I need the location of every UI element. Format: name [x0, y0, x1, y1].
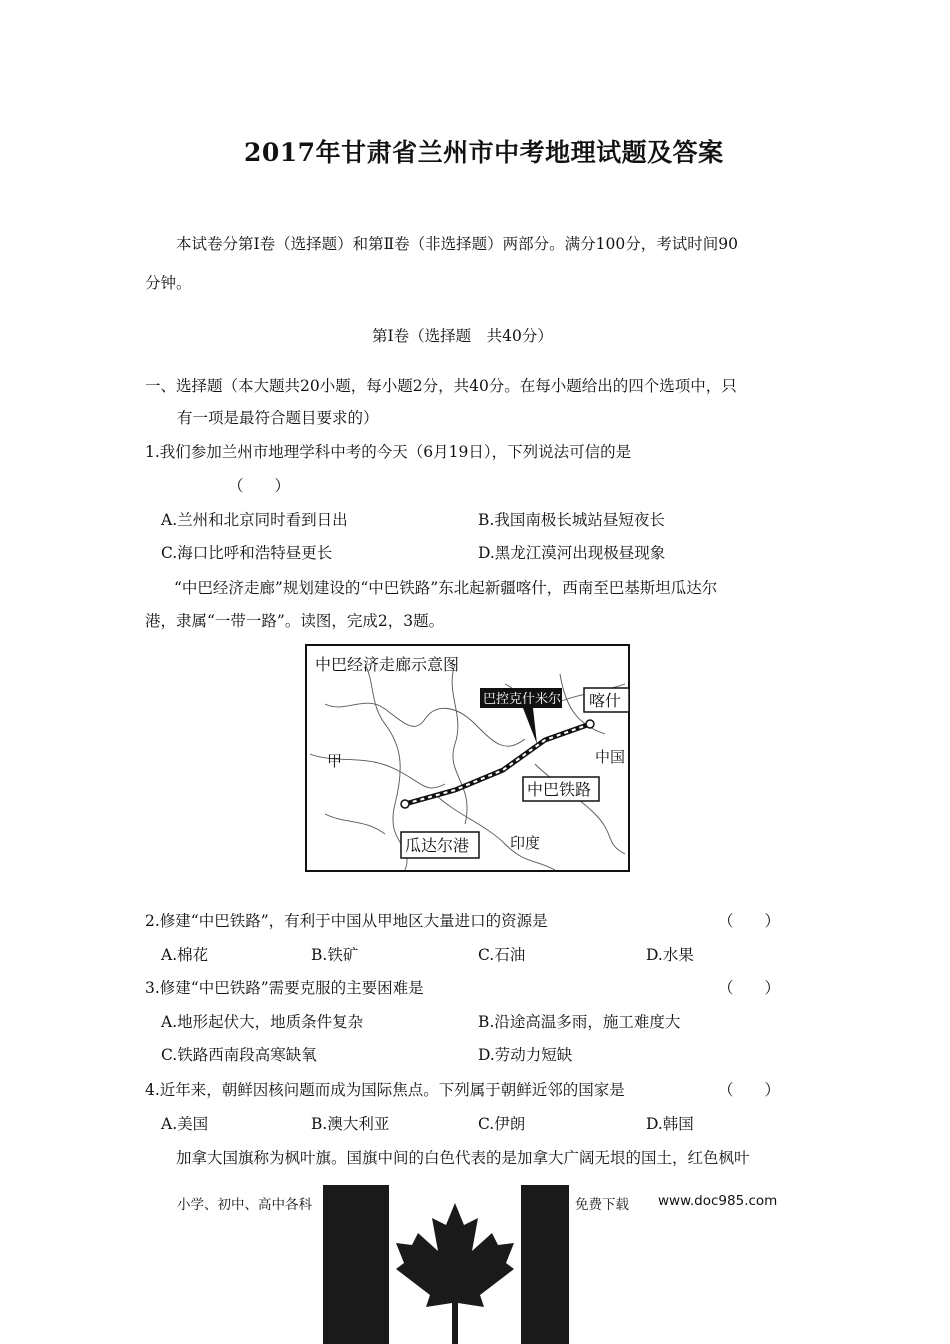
- maple-leaf-icon: [396, 1203, 514, 1344]
- q1-option-a: A.兰州和北京同时看到日出: [161, 511, 348, 529]
- passage2: 加拿大国旗称为枫叶旗。国旗中间的白色代表的是加拿大广阔无垠的国土，红色枫叶: [176, 1149, 750, 1167]
- q2-option-a: A.棉花: [161, 946, 209, 964]
- footer-right: 免费下载: [575, 1197, 629, 1213]
- section1-line-2: 有一项是最符合题目要求的）: [177, 409, 379, 427]
- q4-option-d: D.韩国: [646, 1115, 694, 1133]
- q1-option-d: D.黑龙江漠河出现极昼现象: [478, 544, 666, 562]
- map-title: 中巴经济走廊示意图: [315, 655, 460, 674]
- label-china: 中国: [595, 748, 626, 766]
- label-gwadar: 瓜达尔港: [405, 836, 470, 855]
- q3-option-a: A.地形起伏大，地质条件复杂: [161, 1013, 364, 1031]
- canada-flag: [323, 1185, 569, 1344]
- q4-option-c: C.伊朗: [478, 1115, 526, 1133]
- page-title: 2017年甘肃省兰州市中考地理试题及答案: [244, 138, 724, 167]
- passage1-line-2: 港，隶属“一带一路”。读图，完成2，3题。: [145, 612, 445, 630]
- footer-left: 小学、初中、高中各科: [177, 1197, 312, 1213]
- part1-header: 第Ⅰ卷（选择题 共40分）: [372, 327, 553, 345]
- q3-option-d: D.劳动力短缺: [478, 1046, 573, 1064]
- q1-option-c: C.海口比呼和浩特昼更长: [161, 544, 333, 562]
- flag-right-band: [521, 1185, 569, 1344]
- q2-option-c: C.石油: [478, 946, 526, 964]
- intro-line-1: 本试卷分第Ⅰ卷（选择题）和第Ⅱ卷（非选择题）两部分。满分100分，考试时间90: [176, 235, 738, 253]
- q4-blank: （ ）: [718, 1081, 781, 1099]
- label-railway: 中巴铁路: [527, 780, 592, 799]
- q3-option-c: C.铁路西南段高寒缺氧: [161, 1046, 317, 1064]
- label-india: 印度: [510, 834, 541, 852]
- q3-blank: （ ）: [718, 979, 781, 997]
- q3-option-b: B.沿途高温多雨，施工难度大: [478, 1013, 681, 1031]
- q4-option-a: A.美国: [161, 1115, 209, 1133]
- kashgar-dot: [586, 720, 594, 728]
- q2-stem: 2.修建“中巴铁路”，有利于中国从甲地区大量进口的资源是: [145, 912, 548, 930]
- flag-left-band: [323, 1185, 389, 1344]
- footer-site: www.doc985.com: [658, 1193, 778, 1209]
- q1-blank: （ ）: [228, 477, 291, 495]
- label-kashgar: 喀什: [589, 691, 622, 710]
- q4-option-b: B.澳大利亚: [311, 1115, 390, 1133]
- q2-option-b: B.铁矿: [311, 946, 359, 964]
- q4-stem: 4.近年来，朝鲜因核问题而成为国际焦点。下列属于朝鲜近邻的国家是: [145, 1081, 625, 1099]
- label-kashmir: 巴控克什米尔: [483, 692, 562, 707]
- q1-stem: 1.我们参加兰州市地理学科中考的今天（6月19日），下列说法可信的是: [145, 443, 632, 461]
- cpec-map: [305, 644, 630, 872]
- intro-line-2: 分钟。: [145, 274, 192, 292]
- q2-option-d: D.水果: [646, 946, 694, 964]
- gwadar-dot: [401, 800, 409, 808]
- q3-stem: 3.修建“中巴铁路”需要克服的主要困难是: [145, 979, 424, 997]
- q2-blank: （ ）: [718, 912, 781, 930]
- label-jia: 甲: [327, 752, 343, 770]
- passage1-line-1: “中巴经济走廊”规划建设的“中巴铁路”东北起新疆喀什，西南至巴基斯坦瓜达尔: [174, 579, 718, 597]
- q1-option-b: B.我国南极长城站昼短夜长: [478, 511, 665, 529]
- section1-line-1: 一、选择题（本大题共20小题，每小题2分，共40分。在每小题给出的四个选项中，只: [145, 377, 737, 395]
